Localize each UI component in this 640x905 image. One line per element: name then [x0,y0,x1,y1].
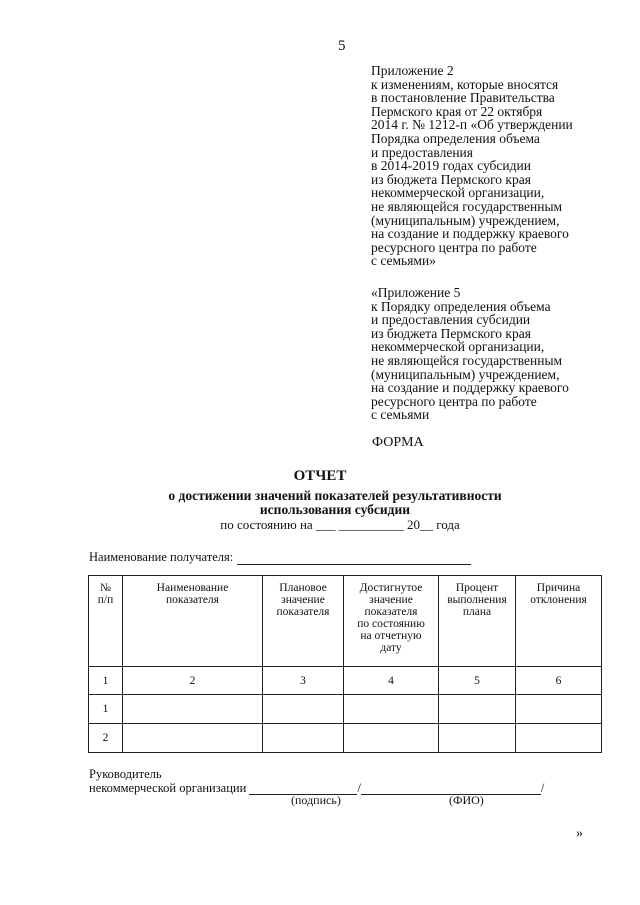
appendix-line: не являющейся государственным [371,352,563,368]
column-number-cell: 6 [516,667,602,695]
column-number-cell: 2 [123,667,263,695]
header-cell [263,576,344,667]
table-row [89,724,602,753]
appendix-2-header [371,64,631,268]
signature-title-line1: Руководитель [89,767,162,781]
column-number-cell: 4 [344,667,439,695]
table-cell [439,695,516,724]
column-number-cell: 5 [439,667,516,695]
name-caption: (ФИО) [449,793,484,807]
form-label: ФОРМА [372,435,424,450]
appendix-line: в постановление Правительства [371,90,555,106]
header-label-line: дату [380,642,402,654]
table-cell [123,724,263,753]
signature-title-line2: некоммерческой организации [89,781,247,795]
header-cell [344,576,439,667]
as-of-date: по состоянию на ___ __________ 20__ года [220,517,460,532]
appendix-line: с семьями [371,407,430,423]
appendix-line: к изменениям, которые вносятся [371,76,559,92]
header-label-line: Плановое [279,582,327,594]
table-header-row [89,576,602,667]
appendix-line: ресурсного центра по работе [371,393,537,409]
appendix-line: (муниципальным) учреждением, [371,212,560,228]
report-title: ОТЧЕТ [293,468,347,484]
table-cell [439,724,516,753]
appendix-line: 2014 г. № 1212-п «Об утверждении [371,117,573,133]
signature-separator: / [357,781,361,795]
header-label-line: Достигнутое [359,582,423,594]
appendix-line: и предоставления [371,144,473,160]
appendix-line: некоммерческой организации, [371,185,545,201]
table-cell: 1 [89,695,123,724]
appendix-line: некоммерческой организации, [371,339,545,355]
header-label-line: по состоянию [357,618,425,630]
table-cell [344,695,439,724]
page-number: 5 [338,38,346,54]
appendix-line: из бюджета Пермского края [371,325,531,341]
recipient-blank-line [237,554,471,565]
appendix-line: к Порядку определения объема [371,298,551,314]
appendix-line: Порядка определения объема [371,130,540,146]
table-cell [263,724,344,753]
table-cell [516,695,602,724]
column-number-row [89,667,602,695]
header-label-line: Процент [455,582,499,594]
table-cell: 2 [89,724,123,753]
header-label-line: Наименование [156,582,229,594]
appendix-line: ресурсного центра по работе [371,239,537,255]
subtitle-line: о достижении значений показателей результативности [168,488,502,503]
header-cell [516,576,602,667]
appendix-line: Приложение 2 [371,63,454,78]
signature-block [89,767,544,795]
header-label-line: п/п [97,594,114,606]
header-label-line: на отчетную [360,630,422,642]
header-label-line: отклонения [530,594,587,606]
appendix-line: «Приложение 5 [371,285,461,300]
header-label-line: значение [369,594,413,606]
column-number-cell: 3 [263,667,344,695]
header-cell [123,576,263,667]
report-subtitle [140,489,530,516]
header-label-line: Причина [536,582,581,594]
header-cell [89,576,123,667]
indicators-table [88,575,602,753]
subtitle-line: использования субсидии [259,501,411,517]
appendix-5-header [371,286,631,422]
table-cell [263,695,344,724]
appendix-line: в 2014-2019 годах субсидии [371,158,531,174]
header-label-line: показателя [276,606,330,618]
closing-quote: » [576,826,583,841]
appendix-line: и предоставления субсидии [371,312,531,328]
header-label-line: плана [462,606,492,618]
signature-caption: (подпись) [291,793,341,807]
header-cell [439,576,516,667]
recipient-label: Наименование получателя: [89,550,234,564]
appendix-line: (муниципальным) учреждением, [371,366,560,382]
table-cell [516,724,602,753]
header-label-line: значение [281,594,325,606]
signature-separator: / [540,781,545,795]
appendix-line: с семьями» [371,253,436,269]
appendix-line: Пермского края от 22 октября [371,103,543,119]
column-number-cell: 1 [89,667,123,695]
table-row [89,695,602,724]
header-label-line: показателя [364,606,418,618]
appendix-line: не являющейся государственным [371,198,563,214]
header-label-line: показателя [166,594,219,606]
header-label-line: № [100,582,111,594]
appendix-line: из бюджета Пермского края [371,171,531,187]
appendix-line: на создание и поддержку краевого [371,380,569,396]
table-cell [344,724,439,753]
recipient-field [89,550,471,565]
appendix-line: на создание и поддержку краевого [371,226,569,242]
table-cell [123,695,263,724]
header-label-line: выполнения [447,594,507,606]
